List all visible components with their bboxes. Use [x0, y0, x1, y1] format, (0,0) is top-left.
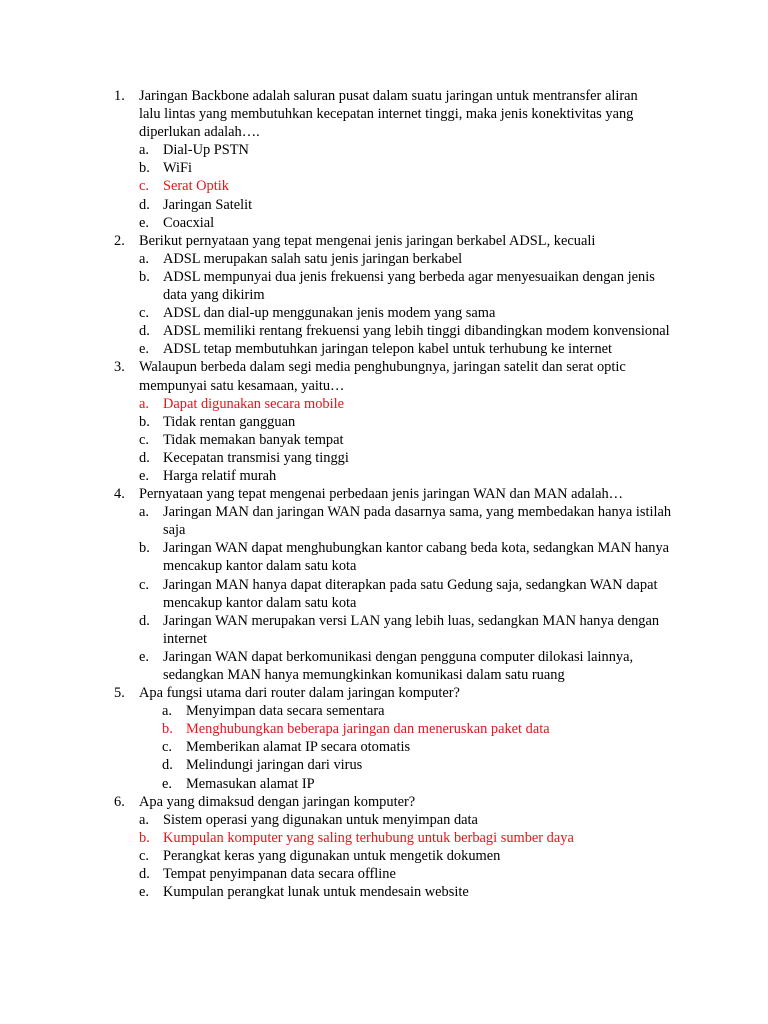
answer-option [0, 539, 768, 575]
option-text: Jaringan WAN dapat berkomunikasi dengan pengguna computer dilokasi lainnya, sedangkan MAN hanya memungkinkan komunikasi dalam satu ruang [163, 648, 634, 683]
option-text: Memasukan alamat IP [186, 775, 315, 792]
answer-option [0, 847, 768, 865]
option-letter: a. [139, 504, 149, 521]
option-text: Tidak memakan banyak tempat [163, 431, 344, 448]
option-text: Jaringan WAN dapat menghubungkan kantor cabang beda kota, sedangkan MAN hanya mencakup kantor dalam satu kota [163, 540, 670, 575]
option-letter: c. [139, 431, 149, 448]
question-text: Berikut pernyataan yang tepat mengenai jenis jaringan berkabel ADSL, kecuali [139, 232, 596, 249]
answer-option [0, 775, 768, 793]
option-text: Tidak rentan gangguan [163, 413, 296, 430]
option-letter: d. [139, 196, 150, 213]
question-text: Apa fungsi utama dari router dalam jaringan komputer? [139, 685, 460, 702]
answer-option [0, 702, 768, 720]
option-letter: b. [139, 268, 150, 285]
answer-option [0, 159, 768, 177]
answer-option-correct [0, 720, 768, 738]
answer-option [0, 304, 768, 322]
answer-option [0, 141, 768, 159]
option-text: Dial-Up PSTN [163, 142, 249, 159]
option-text: ADSL mempunyai dua jenis frekuensi yang berbeda agar menyesuaikan dengan jenis data yang dikirim [163, 268, 655, 304]
answer-option-correct [0, 177, 768, 195]
option-letter: c. [139, 847, 149, 864]
option-text: Jaringan WAN merupakan versi LAN yang lebih luas, sedangkan MAN hanya dengan internet [163, 612, 660, 647]
answer-option [0, 467, 768, 485]
answer-option [0, 268, 768, 304]
option-letter: d. [162, 757, 173, 774]
option-text: Kecepatan transmisi yang tinggi [163, 449, 349, 466]
option-letter: b. [139, 160, 150, 177]
option-letter: a. [139, 395, 149, 412]
option-text: Kumpulan perangkat lunak untuk mendesain website [163, 884, 469, 901]
option-text: Melindungi jaringan dari virus [186, 757, 363, 774]
answer-option [0, 431, 768, 449]
question-item [0, 358, 768, 485]
option-letter: b. [139, 413, 150, 430]
question-item [0, 232, 768, 359]
answer-option [0, 883, 768, 901]
option-letter: a. [162, 703, 172, 720]
question-item [0, 485, 768, 684]
answer-option [0, 811, 768, 829]
option-text: ADSL tetap membutuhkan jaringan telepon kabel untuk terhubung ke internet [163, 341, 613, 358]
option-letter: e. [139, 648, 149, 665]
answer-option [0, 196, 768, 214]
option-letter: a. [139, 142, 149, 159]
option-letter: e. [139, 214, 149, 231]
question-text: Pernyataan yang tepat mengenai perbedaan jenis jaringan WAN dan MAN adalah… [139, 486, 624, 503]
option-text: Menghubungkan beberapa jaringan dan meneruskan paket data [186, 721, 550, 738]
option-text: WiFi [163, 160, 193, 177]
answer-option [0, 738, 768, 756]
answer-option [0, 449, 768, 467]
answer-option [0, 865, 768, 883]
option-text: Perangkat keras yang digunakan untuk mengetik dokumen [163, 847, 501, 864]
answer-option [0, 340, 768, 358]
option-text: Tempat penyimpanan data secara offline [163, 866, 396, 883]
answer-option [0, 503, 768, 539]
option-text: Sistem operasi yang digunakan untuk menyimpan data [163, 811, 478, 828]
answer-option [0, 214, 768, 232]
option-letter: c. [139, 178, 149, 195]
answer-option [0, 576, 768, 612]
option-letter: a. [139, 811, 149, 828]
option-letter: d. [139, 612, 150, 629]
question-number: 4. [114, 486, 125, 503]
answer-option [0, 612, 768, 648]
question-item [0, 793, 768, 902]
option-letter: d. [139, 866, 150, 883]
option-letter: d. [139, 449, 150, 466]
question-item [0, 87, 768, 232]
question-number: 1. [114, 88, 125, 104]
answer-option [0, 413, 768, 431]
option-text: Coacxial [163, 214, 215, 231]
option-text: Harga relatif murah [163, 467, 277, 484]
question-number: 6. [114, 793, 125, 810]
answer-option [0, 756, 768, 774]
option-letter: e. [139, 341, 149, 358]
option-text: Memberikan alamat IP secara otomatis [186, 739, 411, 756]
option-letter: d. [139, 323, 150, 340]
answer-option [0, 250, 768, 268]
answer-option-correct [0, 829, 768, 847]
question-text: Jaringan Backbone adalah saluran pusat dalam suatu jaringan untuk mentransfer aliran lalu lintas yang membutuhkan kecepatan internet tinggi, maka jenis konektivitas yang diperlukan adalah…. [139, 88, 638, 141]
option-letter: e. [139, 884, 149, 901]
option-text: Dapat digunakan secara mobile [163, 395, 345, 412]
option-text: Jaringan MAN dan jaringan WAN pada dasarnya sama, yang membedakan hanya istilah saja [163, 504, 672, 539]
option-text: ADSL dan dial-up menggunakan jenis modem yang sama [163, 305, 496, 322]
option-text: Jaringan Satelit [163, 196, 253, 213]
option-text: Serat Optik [163, 178, 229, 195]
question-text: Apa yang dimaksud dengan jaringan komputer? [139, 793, 416, 810]
option-text: Menyimpan data secara sementara [186, 703, 385, 720]
option-letter: c. [162, 739, 172, 756]
option-letter: e. [162, 775, 172, 792]
option-letter: b. [162, 721, 173, 738]
answer-option-correct [0, 395, 768, 413]
question-text: Walaupun berbeda dalam segi media penghubungnya, jaringan satelit dan serat optic mempunyai satu kesamaan, yaitu… [139, 359, 626, 394]
option-text: ADSL memiliki rentang frekuensi yang lebih tinggi dibandingkan modem konvensional [163, 323, 670, 340]
option-letter: b. [139, 540, 150, 557]
option-letter: c. [139, 305, 149, 322]
option-letter: c. [139, 576, 149, 593]
question-number: 5. [114, 685, 125, 702]
option-text: ADSL merupakan salah satu jenis jaringan berkabel [163, 250, 463, 267]
option-text: Kumpulan komputer yang saling terhubung untuk berbagi sumber daya [163, 829, 574, 846]
option-letter: a. [139, 250, 149, 267]
question-item [0, 684, 768, 793]
option-letter: b. [139, 829, 150, 846]
answer-option [0, 648, 768, 684]
answer-option [0, 322, 768, 340]
option-text: Jaringan MAN hanya dapat diterapkan pada satu Gedung saja, sedangkan WAN dapat mencakup kantor dalam satu kota [163, 576, 658, 611]
option-letter: e. [139, 467, 149, 484]
question-number: 2. [114, 232, 125, 249]
question-list [0, 87, 768, 901]
question-number: 3. [114, 359, 125, 376]
